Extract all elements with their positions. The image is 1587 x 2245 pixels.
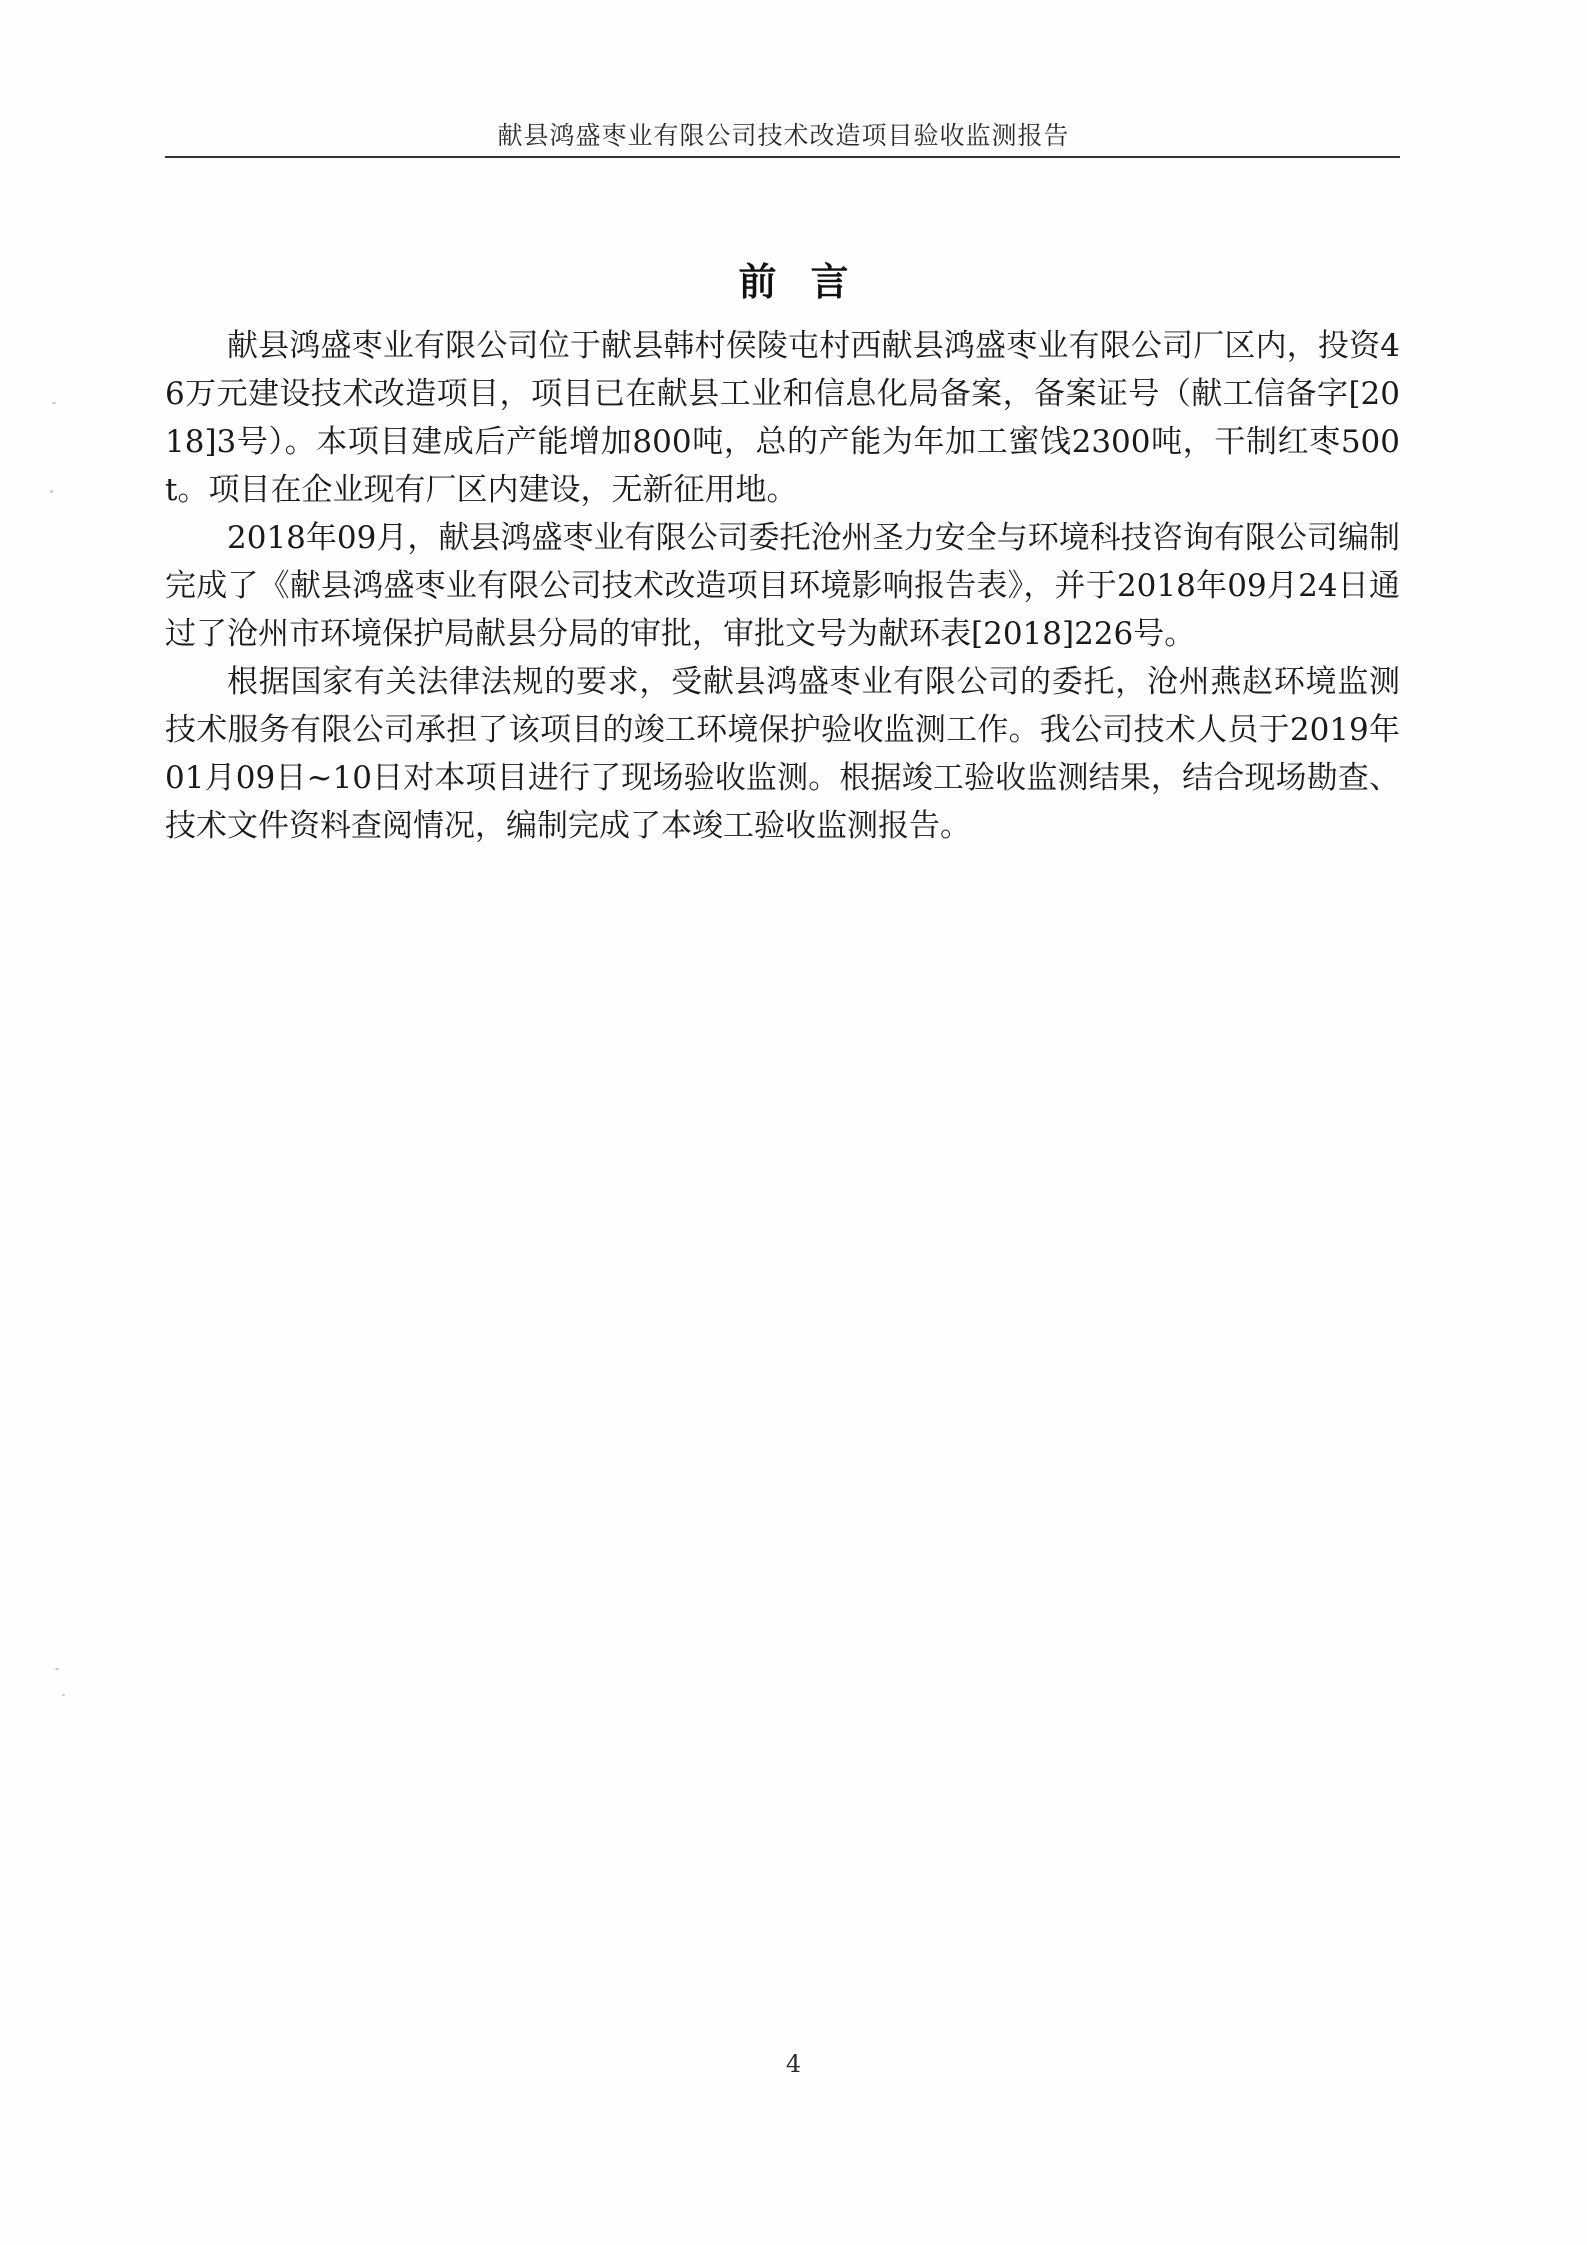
scan-mark [52,402,56,404]
paragraph-acceptance-monitoring: 根据国家有关法律法规的要求，受献县鸿盛枣业有限公司的委托，沧州燕赵环境监测技术服务有限公司承担了该项目的竣工环境保护验收监测工作。我公司技术人员于2019年01月09日~10日对本项目进行了现场验收监测。根据竣工验收监测结果，结合现场勘查、技术文件资料查阅情况，编制完成了本竣工验收监测报告。 [165,664,1400,844]
paragraph-environmental-assessment: 2018年09月，献县鸿盛枣业有限公司委托沧州圣力安全与环境科技咨询有限公司编制完成了《献县鸿盛枣业有限公司技术改造项目环境影响报告表》，并于2018年09月24日通过了沧州市环境保护局献县分局的审批，审批文号为献环表[2018]226号。 [165,520,1400,652]
running-header: 献县鸿盛枣业有限公司技术改造项目验收监测报告 [497,121,1070,150]
scan-mark [50,490,53,493]
header-divider [165,156,1400,158]
scan-mark [62,1694,65,1696]
page-title: 前言 [738,259,883,305]
body-text [165,322,1400,850]
page-number: 4 [785,2050,802,2078]
scan-mark [55,1668,59,1670]
paragraph-project-overview: 献县鸿盛枣业有限公司位于献县韩村侯陵屯村西献县鸿盛枣业有限公司厂区内，投资46万元建设技术改造项目，项目已在献县工业和信息化局备案，备案证号（献工信备字[2018]3号）。本项目建成后产能增加800吨，总的产能为年加工蜜饯2300吨，干制红枣500t。项目在企业现有厂区内建设，无新征用地。 [165,328,1400,508]
